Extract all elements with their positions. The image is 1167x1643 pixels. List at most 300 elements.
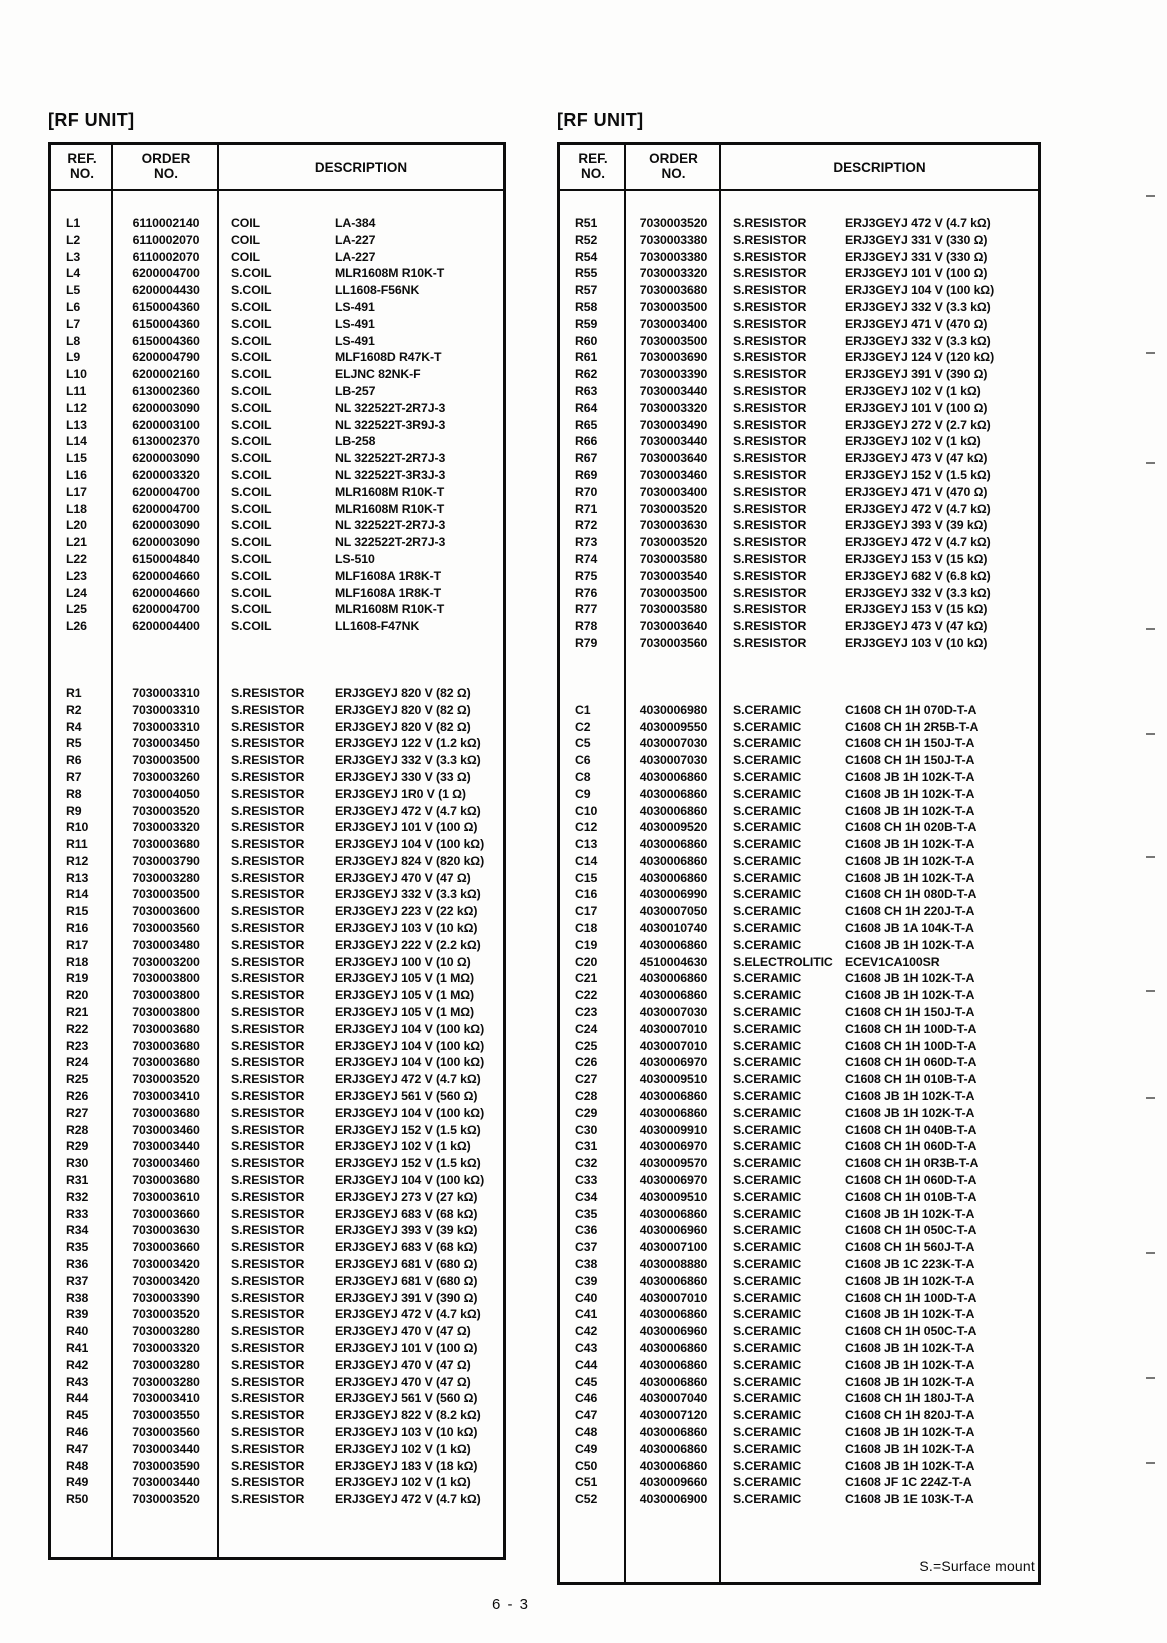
order-no-cell: 7030003560 [639, 635, 708, 650]
component-type: S.RESISTOR [231, 1072, 305, 1087]
component-type: S.CERAMIC [733, 1189, 802, 1204]
table-row [560, 786, 1038, 803]
ref-no-cell: C35 [575, 1206, 598, 1221]
order-no-cell: 4030006860 [639, 1374, 708, 1389]
order-no-cell: 4030006860 [639, 870, 708, 885]
table-row [560, 635, 1038, 652]
parts-group [51, 685, 503, 1508]
part-number: C1608 CH 1H 150J-T-A [845, 736, 975, 751]
order-no-cell: 7030003500 [639, 333, 708, 348]
scan-artifact-dash [1146, 352, 1155, 354]
ref-no-cell: R55 [575, 266, 598, 281]
part-number: ERJ3GEYJ 332 V (3.3 kΩ) [335, 887, 481, 902]
header-ref-no [51, 145, 113, 189]
description-cell [219, 1071, 503, 1088]
ref-no-cell: R29 [66, 1139, 89, 1154]
description-cell [721, 1004, 1038, 1021]
table-row [51, 1390, 503, 1407]
part-number: ERJ3GEYJ 104 V (100 kΩ) [335, 1173, 485, 1188]
ref-no-cell: L17 [66, 484, 87, 499]
description-cell [219, 316, 503, 333]
ref-no-cell: R14 [66, 887, 89, 902]
part-number: C1608 CH 1H 100D-T-A [845, 1290, 977, 1305]
table-row [51, 1172, 503, 1189]
order-no-cell: 7030003500 [639, 299, 708, 314]
table-row [51, 1088, 503, 1105]
component-type: COIL [231, 232, 260, 247]
order-no-cell: 4030006860 [639, 1357, 708, 1372]
table-row [51, 903, 503, 920]
ref-no-cell: L8 [66, 333, 81, 348]
order-no-cell: 7030003540 [639, 568, 708, 583]
part-number: ERJ3GEYJ 471 V (470 Ω) [845, 484, 988, 499]
description-cell [219, 735, 503, 752]
ref-no-cell: C5 [575, 736, 591, 751]
part-number: MLR1608M R10K-T [335, 484, 445, 499]
description-cell [721, 635, 1038, 652]
header-order-no [626, 145, 721, 189]
table-row [560, 1424, 1038, 1441]
order-no-cell: 4030006860 [639, 1273, 708, 1288]
table-row [51, 316, 503, 333]
table-row [560, 601, 1038, 618]
table-row [51, 450, 503, 467]
part-number: C1608 CH 1H 050C-T-A [845, 1223, 977, 1238]
description-cell [219, 1306, 503, 1323]
order-no-cell: 7030003680 [132, 837, 200, 852]
part-number: LS-491 [335, 316, 375, 331]
order-no-cell: 7030003420 [132, 1257, 200, 1272]
component-type: S.CERAMIC [733, 1357, 802, 1372]
part-number: C1608 CH 1H 180J-T-A [845, 1391, 975, 1406]
ref-no-cell: R65 [575, 417, 598, 432]
part-number: ERJ3GEYJ 100 V (10 Ω) [335, 954, 471, 969]
table-row [51, 769, 503, 786]
order-no-cell: 4030006860 [639, 769, 708, 784]
table-row [51, 937, 503, 954]
table-row [51, 299, 503, 316]
part-number: ERJ3GEYJ 473 V (47 kΩ) [845, 451, 988, 466]
ref-no-cell: R45 [66, 1408, 89, 1423]
order-no-cell: 7030003630 [132, 1223, 200, 1238]
part-number: ERJ3GEYJ 272 V (2.7 kΩ) [845, 417, 991, 432]
component-type: S.RESISTOR [231, 1156, 305, 1171]
part-number: ERJ3GEYJ 273 V (27 kΩ) [335, 1189, 478, 1204]
component-type: S.CERAMIC [733, 1206, 802, 1221]
order-no-cell: 7030003440 [639, 383, 708, 398]
ref-no-cell: C37 [575, 1240, 598, 1255]
part-number: C1608 CH 1H 010B-T-A [845, 1072, 977, 1087]
table-row [51, 1357, 503, 1374]
ref-no-cell: R47 [66, 1441, 89, 1456]
header-text: NO. [69, 166, 94, 181]
description-cell [219, 1122, 503, 1139]
ref-no-cell: R73 [575, 535, 598, 550]
table-row [560, 1323, 1038, 1340]
table-row [51, 1189, 503, 1206]
ref-no-cell: R37 [66, 1273, 89, 1288]
order-no-cell: 7030003680 [132, 1055, 200, 1070]
component-type: S.RESISTOR [733, 350, 807, 365]
description-cell [219, 232, 503, 249]
description-cell [721, 1088, 1038, 1105]
table-row [51, 1122, 503, 1139]
order-no-cell: 7030003450 [132, 736, 200, 751]
table-row [560, 970, 1038, 987]
table-row [51, 685, 503, 702]
description-cell [219, 249, 503, 266]
part-number: ERJ3GEYJ 103 V (10 kΩ) [335, 1424, 478, 1439]
part-number: C1608 JB 1H 102K-T-A [845, 1307, 975, 1322]
part-number: MLR1608M R10K-T [335, 602, 445, 617]
component-type: S.CERAMIC [733, 1492, 802, 1507]
table-row [560, 534, 1038, 551]
table-row [560, 1122, 1038, 1139]
description-cell [721, 1407, 1038, 1424]
component-type: S.CERAMIC [733, 1139, 802, 1154]
order-no-cell: 6200004700 [132, 602, 200, 617]
order-no-cell: 7030003380 [639, 249, 708, 264]
component-type: S.COIL [231, 333, 272, 348]
component-type: S.COIL [231, 602, 272, 617]
component-type: S.RESISTOR [231, 1374, 305, 1389]
order-no-cell: 6110002070 [132, 249, 200, 264]
ref-no-cell: C32 [575, 1156, 598, 1171]
part-number: C1608 JB 1H 102K-T-A [845, 1341, 975, 1355]
ref-no-cell: R46 [66, 1424, 89, 1439]
part-number: ERJ3GEYJ 104 V (100 kΩ) [335, 1038, 485, 1053]
table-row [560, 1273, 1038, 1290]
ref-no-cell: R34 [66, 1223, 89, 1238]
order-no-cell: 7030003440 [639, 434, 708, 449]
table-row [560, 719, 1038, 736]
component-type: S.RESISTOR [231, 853, 305, 868]
ref-no-cell: C30 [575, 1122, 598, 1137]
part-number: C1608 JB 1H 102K-T-A [845, 971, 975, 986]
part-number: ERJ3GEYJ 153 V (15 kΩ) [845, 602, 988, 617]
component-type: S.CERAMIC [733, 853, 802, 868]
ref-no-cell: L4 [66, 266, 81, 281]
order-no-cell: 4030007050 [639, 904, 708, 919]
table-row [560, 1155, 1038, 1172]
order-no-cell: 7030003460 [132, 1122, 200, 1137]
description-cell [219, 1206, 503, 1223]
order-no-cell: 6200003090 [132, 535, 200, 550]
ref-no-cell: R69 [575, 467, 598, 482]
order-no-cell: 7030003520 [639, 216, 708, 230]
component-type: S.RESISTOR [733, 602, 807, 617]
part-number: ERJ3GEYJ 152 V (1.5 kΩ) [335, 1156, 481, 1171]
ref-no-cell: R2 [66, 702, 82, 717]
table-row [560, 1340, 1038, 1357]
ref-no-cell: R17 [66, 937, 89, 952]
description-cell [219, 534, 503, 551]
table-row [560, 282, 1038, 299]
component-type: S.CERAMIC [733, 1424, 802, 1439]
order-no-cell: 4030006860 [639, 1458, 708, 1473]
component-type: S.RESISTOR [733, 619, 807, 634]
description-cell [219, 333, 503, 350]
order-no-cell: 4030009570 [639, 1156, 708, 1171]
component-type: S.COIL [231, 367, 272, 382]
ref-no-cell: R62 [575, 367, 598, 382]
component-type: S.RESISTOR [231, 1257, 305, 1272]
description-cell [721, 433, 1038, 450]
component-type: S.CERAMIC [733, 786, 802, 801]
order-no-cell: 6200004660 [132, 568, 200, 583]
order-no-cell: 7030003630 [639, 518, 708, 533]
order-no-cell: 6200004700 [132, 266, 200, 281]
part-number: C1608 JB 1H 102K-T-A [845, 937, 975, 952]
order-no-cell: 7030003800 [132, 1005, 200, 1020]
part-number: C1608 JB 1H 102K-T-A [845, 1424, 975, 1439]
scan-artifact-dash [1146, 1377, 1155, 1379]
order-no-cell: 7030003200 [132, 954, 200, 969]
part-number: NL 322522T-3R9J-3 [335, 417, 446, 432]
part-number: MLF1608D R47K-T [335, 350, 442, 365]
component-type: S.RESISTOR [733, 216, 807, 230]
order-no-cell: 4030006860 [639, 988, 708, 1003]
order-no-cell: 7030003500 [639, 585, 708, 600]
description-cell [721, 467, 1038, 484]
component-type: S.COIL [231, 266, 272, 281]
description-cell [721, 299, 1038, 316]
component-type: S.RESISTOR [733, 367, 807, 382]
table-row [560, 1054, 1038, 1071]
description-cell [219, 484, 503, 501]
table-row [51, 735, 503, 752]
description-cell [219, 937, 503, 954]
ref-no-cell: R6 [66, 753, 82, 768]
order-no-cell: 4030006960 [639, 1223, 708, 1238]
ref-no-cell: R64 [575, 400, 598, 415]
part-number: ERJ3GEYJ 473 V (47 kΩ) [845, 619, 988, 634]
component-type: S.RESISTOR [231, 1038, 305, 1053]
component-type: S.CERAMIC [733, 1038, 802, 1053]
ref-no-cell: C48 [575, 1424, 598, 1439]
ref-no-cell: R49 [66, 1475, 89, 1490]
component-type: S.RESISTOR [231, 719, 305, 734]
order-no-cell: 7030003280 [132, 1357, 200, 1372]
table-row [51, 433, 503, 450]
description-cell [219, 1021, 503, 1038]
description-cell [219, 601, 503, 618]
description-cell [219, 349, 503, 366]
part-number: C1608 CH 1H 060D-T-A [845, 1173, 977, 1188]
description-cell [721, 1290, 1038, 1307]
table-row [51, 601, 503, 618]
component-type: S.CERAMIC [733, 1441, 802, 1456]
part-number: ERJ3GEYJ 105 V (1 MΩ) [335, 971, 474, 986]
part-number: C1608 JB 1H 102K-T-A [845, 988, 975, 1003]
table-row [51, 215, 503, 232]
ref-no-cell: C28 [575, 1089, 598, 1104]
component-type: S.RESISTOR [733, 551, 807, 566]
component-type: S.RESISTOR [733, 316, 807, 331]
order-no-cell: 7030003440 [132, 1441, 200, 1456]
order-no-cell: 7030003410 [132, 1391, 200, 1406]
description-cell [721, 937, 1038, 954]
order-no-cell: 6200003320 [132, 467, 200, 482]
table-row [560, 920, 1038, 937]
description-cell [219, 366, 503, 383]
order-no-cell: 4030006900 [639, 1492, 708, 1507]
header-ref-no [560, 145, 626, 189]
description-cell [721, 786, 1038, 803]
component-type: S.RESISTOR [231, 1173, 305, 1188]
description-cell [219, 836, 503, 853]
part-number: ERJ3GEYJ 332 V (3.3 kΩ) [845, 333, 991, 348]
ref-no-cell: R54 [575, 249, 598, 264]
description-cell [219, 786, 503, 803]
component-type: S.ELECTROLITIC [733, 954, 833, 969]
description-cell [219, 517, 503, 534]
component-type: S.CERAMIC [733, 1089, 802, 1104]
ref-no-cell: R48 [66, 1458, 89, 1473]
ref-no-cell: R72 [575, 518, 598, 533]
description-cell [721, 333, 1038, 350]
part-number: NL 322522T-2R7J-3 [335, 518, 446, 533]
part-number: ERJ3GEYJ 222 V (2.2 kΩ) [335, 937, 481, 952]
order-no-cell: 7030003560 [132, 921, 200, 936]
part-number: MLF1608A 1R8K-T [335, 585, 442, 600]
component-type: S.COIL [231, 299, 272, 314]
table-row [560, 467, 1038, 484]
table-row [560, 450, 1038, 467]
description-cell [721, 970, 1038, 987]
table-row [51, 819, 503, 836]
order-no-cell: 4030007010 [639, 1038, 708, 1053]
ref-no-cell: C20 [575, 954, 598, 969]
ref-no-cell: R33 [66, 1206, 89, 1221]
component-type: S.CERAMIC [733, 753, 802, 768]
order-no-cell: 4030009520 [639, 820, 708, 835]
ref-no-cell: L2 [66, 232, 81, 247]
ref-no-cell: R63 [575, 383, 598, 398]
order-no-cell: 6200003100 [132, 417, 200, 432]
description-cell [721, 349, 1038, 366]
order-no-cell: 6130002370 [132, 434, 200, 449]
description-cell [721, 1138, 1038, 1155]
table-row [560, 836, 1038, 853]
description-cell [219, 970, 503, 987]
description-cell [721, 517, 1038, 534]
order-no-cell: 4030007120 [639, 1408, 708, 1423]
description-cell [721, 316, 1038, 333]
ref-no-cell: R5 [66, 736, 82, 751]
description-cell [219, 1458, 503, 1475]
description-cell [721, 1256, 1038, 1273]
component-type: S.COIL [231, 316, 272, 331]
part-number: C1608 CH 1H 220J-T-A [845, 904, 975, 919]
component-type: S.RESISTOR [733, 518, 807, 533]
part-number: C1608 JB 1H 102K-T-A [845, 1458, 975, 1473]
ref-no-cell: L20 [66, 518, 87, 533]
order-no-cell: 7030003390 [639, 367, 708, 382]
order-no-cell: 6200004430 [132, 283, 200, 298]
table-row [51, 467, 503, 484]
order-no-cell: 7030003660 [132, 1240, 200, 1255]
order-no-cell: 6200004400 [132, 619, 200, 634]
ref-no-cell: C23 [575, 1005, 598, 1020]
description-cell [219, 467, 503, 484]
part-number: C1608 CH 1H 050C-T-A [845, 1324, 977, 1339]
order-no-cell: 4030006860 [639, 971, 708, 986]
order-no-cell: 4030009510 [639, 1072, 708, 1087]
table-row [51, 1239, 503, 1256]
ref-no-cell: C12 [575, 820, 598, 835]
description-cell [721, 1122, 1038, 1139]
component-type: S.RESISTOR [231, 1223, 305, 1238]
ref-no-cell: C18 [575, 921, 598, 936]
ref-no-cell: R58 [575, 299, 598, 314]
component-type: S.RESISTOR [733, 283, 807, 298]
ref-no-cell: L25 [66, 602, 87, 617]
scan-artifact-dash [1146, 1462, 1155, 1464]
component-type: S.CERAMIC [733, 1156, 802, 1171]
component-type: S.RESISTOR [231, 753, 305, 768]
ref-no-cell: C10 [575, 803, 598, 818]
description-cell [219, 417, 503, 434]
table-row [51, 836, 503, 853]
description-cell [219, 769, 503, 786]
description-cell [219, 1290, 503, 1307]
ref-no-cell: R9 [66, 803, 82, 818]
component-type: S.RESISTOR [231, 1021, 305, 1036]
component-type: S.RESISTOR [231, 1475, 305, 1490]
table-row [560, 803, 1038, 820]
ref-no-cell: L5 [66, 283, 81, 298]
ref-no-cell: R19 [66, 971, 89, 986]
part-number: C1608 CH 1H 560J-T-A [845, 1240, 975, 1255]
description-cell [219, 1105, 503, 1122]
description-cell [219, 1357, 503, 1374]
ref-no-cell: C52 [575, 1492, 598, 1507]
component-type: S.CERAMIC [733, 1105, 802, 1120]
table-row [560, 1256, 1038, 1273]
description-cell [219, 987, 503, 1004]
scan-artifact-dash [1146, 628, 1155, 630]
order-no-cell: 7030003800 [132, 971, 200, 986]
part-number: MLR1608M R10K-T [335, 501, 445, 516]
ref-no-cell: R74 [575, 551, 598, 566]
part-number: ERJ3GEYJ 472 V (4.7 kΩ) [335, 1307, 481, 1322]
part-number: ERJ3GEYJ 152 V (1.5 kΩ) [845, 467, 991, 482]
ref-no-cell: C9 [575, 786, 591, 801]
part-number: ERJ3GEYJ 153 V (15 kΩ) [845, 551, 988, 566]
table-row [51, 366, 503, 383]
table-row [560, 501, 1038, 518]
component-type: S.COIL [231, 568, 272, 583]
table-row [560, 215, 1038, 232]
table-row [51, 1222, 503, 1239]
ref-no-cell: R66 [575, 434, 598, 449]
description-cell [219, 1323, 503, 1340]
table-row [51, 920, 503, 937]
component-type: S.RESISTOR [231, 887, 305, 902]
component-type: S.CERAMIC [733, 1055, 802, 1070]
ref-no-cell: C6 [575, 753, 591, 768]
component-type: S.RESISTOR [733, 451, 807, 466]
component-type: S.RESISTOR [733, 501, 807, 516]
description-cell [721, 249, 1038, 266]
component-type: S.CERAMIC [733, 870, 802, 885]
ref-no-cell: L3 [66, 249, 81, 264]
description-cell [219, 870, 503, 887]
description-cell [219, 501, 503, 518]
component-type: S.RESISTOR [231, 1055, 305, 1070]
scan-artifact-dash [1146, 1252, 1155, 1254]
